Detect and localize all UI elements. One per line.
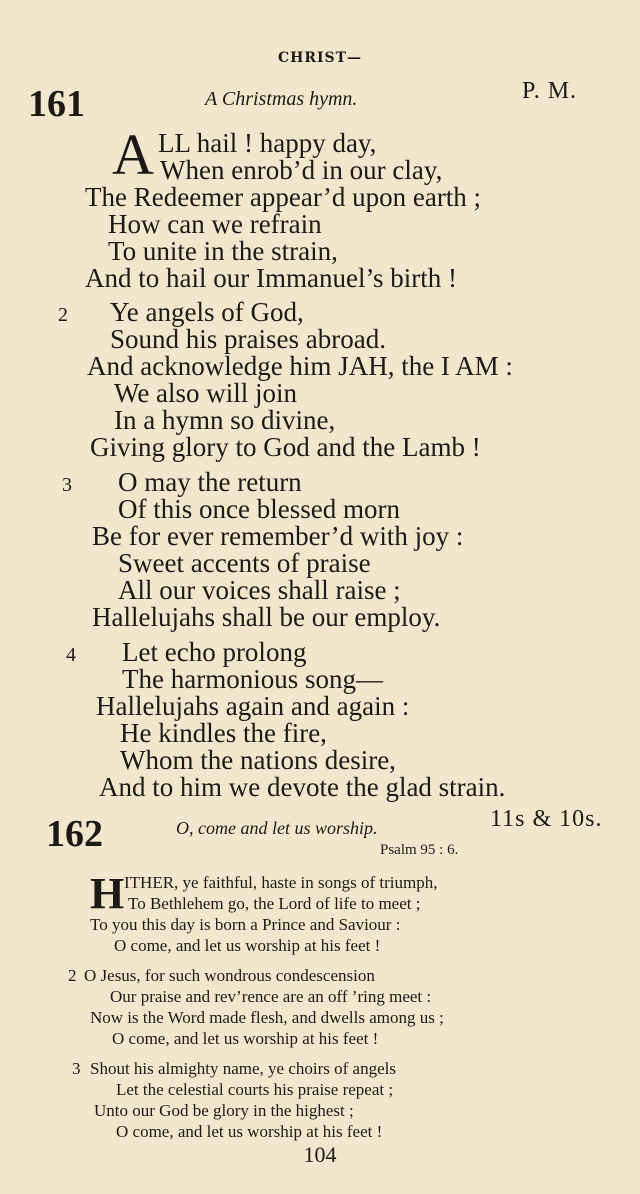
hymn-161-drop-cap: A [112,122,154,187]
hymn-161-s1-line-2: When enrob’d in our clay, [160,155,443,185]
hymn-162-psalm-reference: Psalm 95 : 6. [380,842,459,858]
hymn-162-s2-line-1: O Jesus, for such wondrous condescension [84,966,375,985]
hymn-161-title: A Christmas hymn. [205,88,358,110]
hymn-162-number: 162 [46,813,103,855]
page-number: 104 [303,1142,337,1167]
hymn-161-s3-line-3: Be for ever remember’d with joy : [92,521,464,551]
hymn-162-s2-line-4: O come, and let us worship at his feet ! [112,1029,379,1048]
hymn-161-s2-number: 2 [58,304,68,326]
hymn-161-s3-line-6: Hallelujahs shall be our employ. [92,602,441,632]
hymn-162-s2-line-3: Now is the Word made flesh, and dwells among us ; [90,1008,444,1027]
hymn-161-s4-line-5: Whom the nations desire, [120,745,396,775]
hymn-162-s2-line-2: Our praise and rev’rence are an off ’ring meet : [110,987,432,1006]
hymn-161-s3-line-2: Of this once blessed morn [118,494,400,524]
hymn-162-title: O, come and let us worship. [176,818,378,838]
hymn-161-s1-line-5: To unite in the strain, [108,236,338,266]
hymn-162-s3-line-4: O come, and let us worship at his feet ! [116,1122,383,1141]
hymn-161-s4-line-6: And to him we devote the glad strain. [99,772,506,802]
hymn-161-s1-line-3: The Redeemer appear’d upon earth ; [85,182,482,212]
hymn-161-s1-line-1: LL hail ! happy day, [158,128,377,158]
hymn-162-s2-number: 2 [68,966,77,985]
hymn-162-s1-line-4: O come, and let us worship at his feet ! [114,936,381,955]
hymn-161-s2-line-4: We also will join [114,378,298,408]
hymn-162-s3-line-3: Unto our God be glory in the highest ; [94,1101,354,1120]
hymn-161-s2-line-3: And acknowledge him JAH, the I AM : [87,351,513,381]
hymn-161-s3-line-5: All our voices shall raise ; [118,575,401,605]
hymn-162-s3-line-1: Shout his almighty name, ye choirs of angels [90,1059,396,1078]
hymn-161-meter: P. M. [522,78,578,104]
hymn-161-s1-line-6: And to hail our Immanuel’s birth ! [85,263,457,293]
hymn-161-s4-number: 4 [66,644,76,666]
hymn-161-s2-line-1: Ye angels of God, [110,297,304,327]
hymn-161-s2-line-6: Giving glory to God and the Lamb ! [90,432,481,462]
hymn-162-s1-line-1: ITHER, ye faithful, haste in songs of triumph, [124,873,438,892]
hymn-162-s3-number: 3 [72,1059,81,1078]
hymn-161-s2-line-5: In a hymn so divine, [114,405,336,435]
hymn-161-s4-line-3: Hallelujahs again and again : [96,691,410,721]
hymn-161-s3-line-4: Sweet accents of praise [118,548,371,578]
hymn-162-s1-line-3: To you this day is born a Prince and Saviour : [90,915,401,934]
section-heading: CHRIST— [277,50,363,66]
hymn-161-s4-line-2: The harmonious song— [122,664,383,694]
hymn-162-s3-line-2: Let the celestial courts his praise repeat ; [116,1080,394,1099]
hymn-161-s1-line-4: How can we refrain [108,209,322,239]
hymn-162-drop-cap: H [90,869,125,918]
hymn-162-s1-line-2: To Bethlehem go, the Lord of life to meet ; [128,894,421,913]
hymn-161-s4-line-1: Let echo prolong [122,637,307,667]
hymn-161-s3-line-1: O may the return [118,467,302,497]
hymn-161-s3-number: 3 [62,474,72,496]
hymn-161-s2-line-2: Sound his praises abroad. [110,324,386,354]
hymn-162-meter: 11s & 10s. [490,806,603,832]
hymn-161-s4-line-4: He kindles the fire, [120,718,327,748]
hymn-161-number: 161 [28,83,85,125]
